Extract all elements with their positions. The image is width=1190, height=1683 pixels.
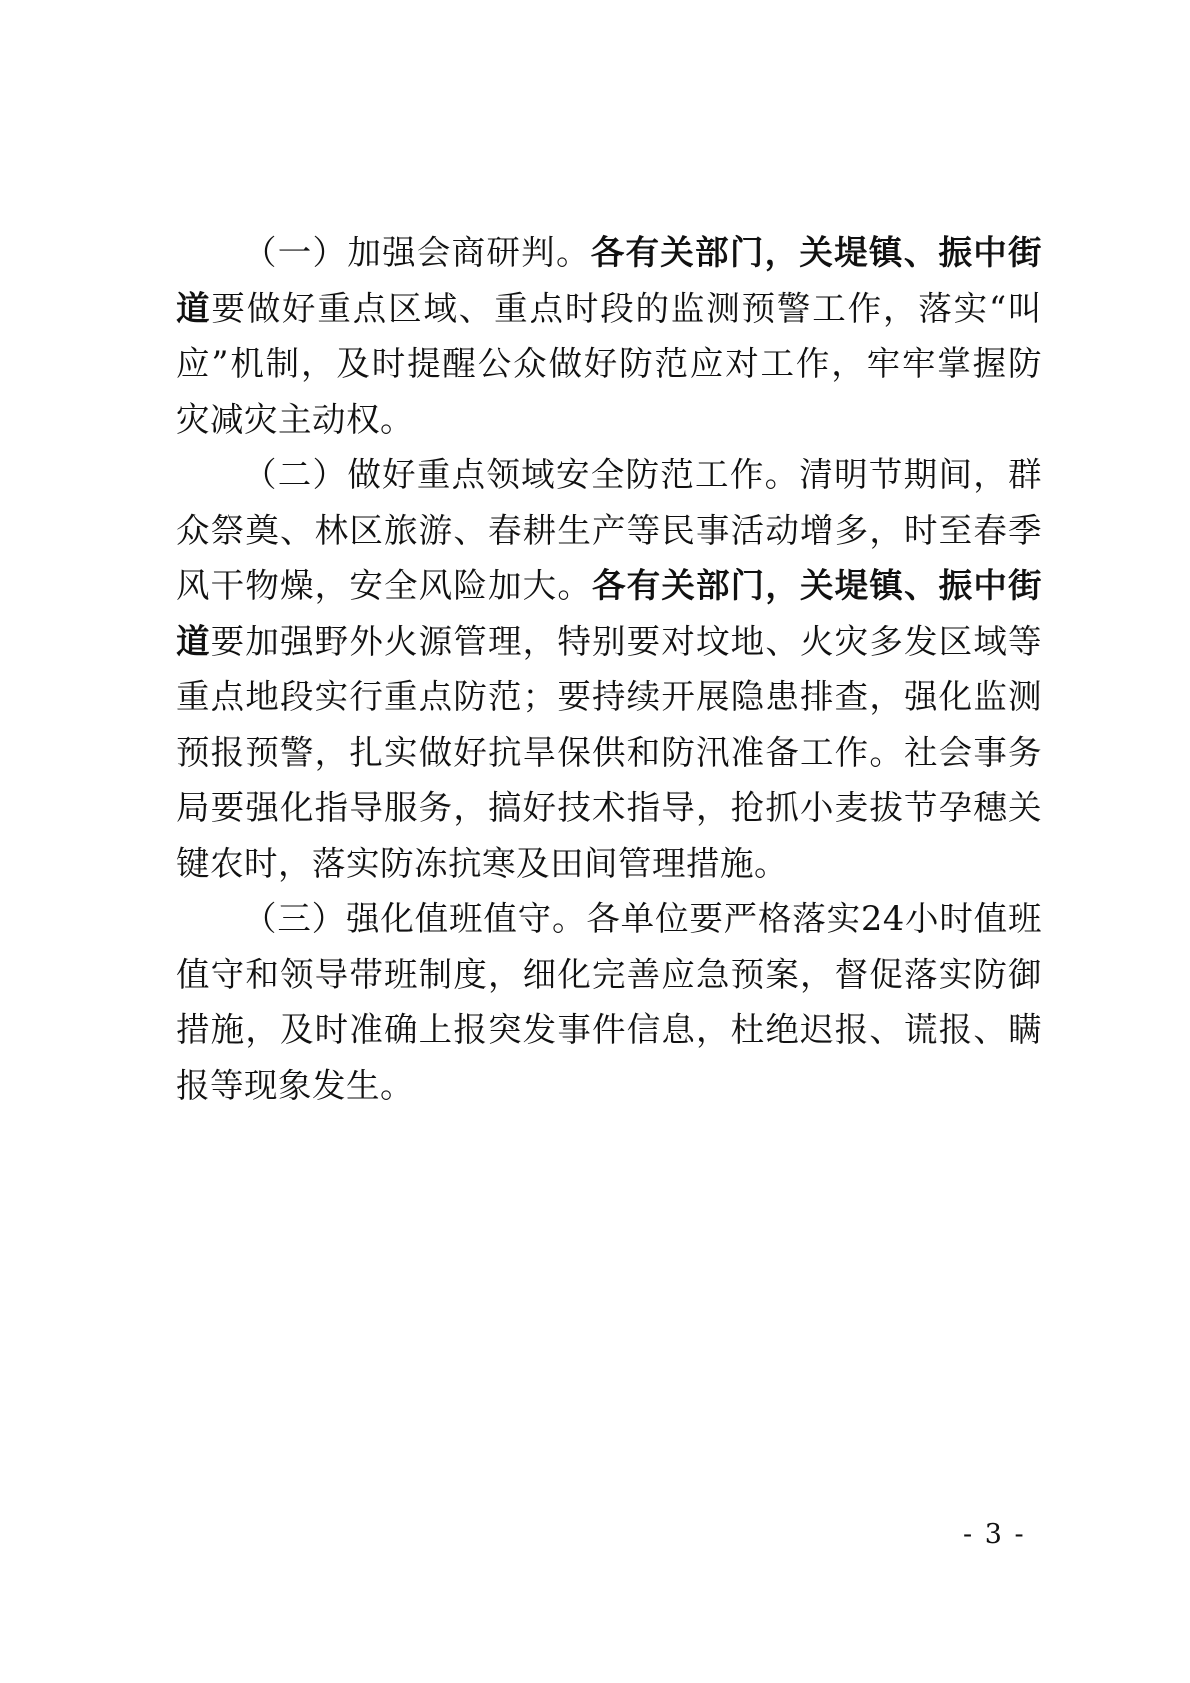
paragraph-3-text: （三）强化值班值守。各单位要严格落实24小时值班值守和领导带班制度，细化完善应急预案，督促落实防御措施，及时准确上报突发事件信息，杜绝迟报、谎报、瞒报等现象发生。 [176, 899, 1042, 1105]
paragraph-2 [176, 447, 1042, 891]
paragraph-2-emphasis: 各有关部门，关堤镇、振中街道 [176, 566, 1042, 661]
paragraph-2-text-a: （二）做好重点领域安全防范工作。清明节期间，群众祭奠、林区旅游、春耕生产等民事活动增多，时至春季风干物燥，安全风险加大。 [176, 455, 1042, 605]
paragraph-3 [176, 891, 1042, 1113]
paragraph-1-heading: （一）加强会商研判。 [243, 233, 591, 272]
document-body [176, 225, 1042, 1113]
paragraph-1-emphasis: 各有关部门，关堤镇、振中街道 [176, 233, 1043, 328]
paragraph-2-text-b: 要加强野外火源管理，特别要对坟地、火灾多发区域等重点地段实行重点防范；要持续开展隐患排查，强化监测预报预警，扎实做好抗旱保供和防汛准备工作。社会事务局要强化指导服务，搞好技术指导，抢抓小麦拔节孕穗关键农时，落实防冻抗寒及田间管理措施。 [176, 621, 1043, 883]
page-number: - 3 - [963, 1519, 1026, 1550]
paragraph-1 [176, 225, 1042, 447]
paragraph-1-text: 要做好重点区域、重点时段的监测预警工作，落实“叫应”机制，及时提醒公众做好防范应对工作，牢牢掌握防灾减灾主动权。 [176, 288, 1042, 439]
